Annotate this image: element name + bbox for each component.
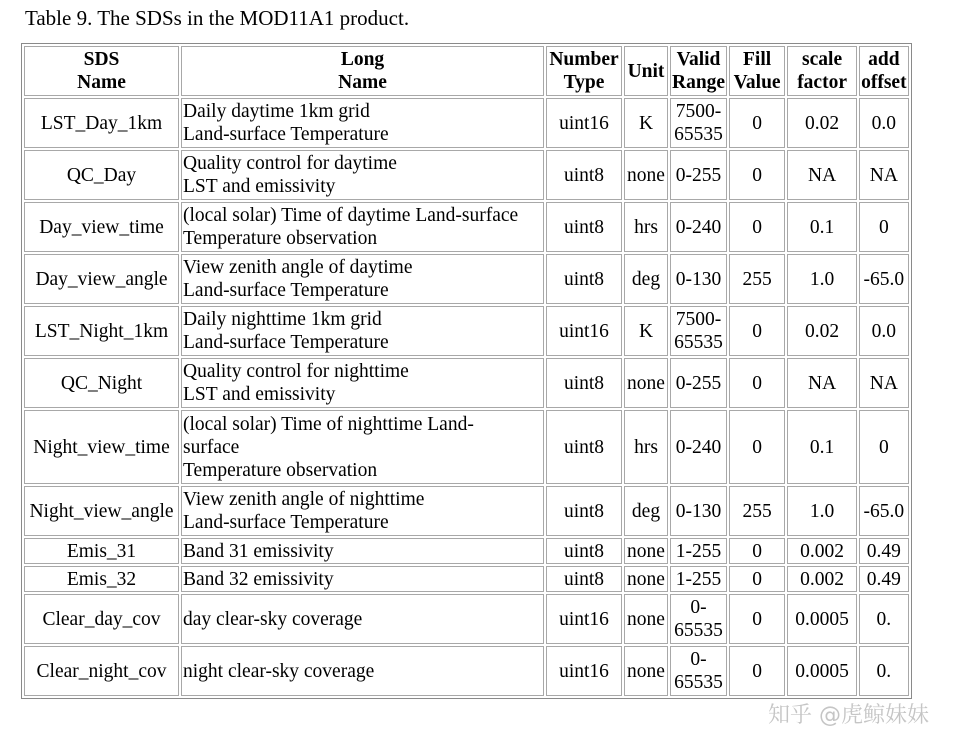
cell-fill-value: 0 xyxy=(729,594,785,644)
cell-number-type: uint8 xyxy=(546,202,622,252)
cell-scale-factor: 1.0 xyxy=(787,254,857,304)
cell-sds-name: LST_Day_1km xyxy=(24,98,179,148)
cell-scale-factor: 0.0005 xyxy=(787,646,857,696)
cell-add-offset: 0. xyxy=(859,594,908,644)
cell-add-offset: 0 xyxy=(859,410,908,484)
cell-scale-factor: 0.1 xyxy=(787,202,857,252)
cell-fill-value: 0 xyxy=(729,306,785,356)
cell-valid-range: 0-255 xyxy=(670,150,727,200)
header-scale-factor: scale factor xyxy=(787,46,857,96)
cell-fill-value: 0 xyxy=(729,646,785,696)
cell-sds-name: Emis_32 xyxy=(24,566,179,592)
cell-number-type: uint16 xyxy=(546,306,622,356)
cell-unit: none xyxy=(624,566,668,592)
cell-number-type: uint8 xyxy=(546,538,622,564)
cell-sds-name: QC_Day xyxy=(24,150,179,200)
header-row xyxy=(24,46,909,96)
cell-add-offset: NA xyxy=(859,358,908,408)
cell-unit: none xyxy=(624,538,668,564)
cell-add-offset: -65.0 xyxy=(859,486,908,536)
cell-valid-range: 0-130 xyxy=(670,486,727,536)
cell-sds-name: LST_Night_1km xyxy=(24,306,179,356)
cell-long-name: View zenith angle of daytime Land-surface Temperature xyxy=(181,254,544,304)
cell-valid-range: 0-240 xyxy=(670,410,727,484)
cell-scale-factor: 0.02 xyxy=(787,306,857,356)
cell-long-name: Quality control for nighttime LST and emissivity xyxy=(181,358,544,408)
header-sds-name: SDS Name xyxy=(24,46,179,96)
cell-scale-factor: 0.0005 xyxy=(787,594,857,644)
cell-valid-range: 0-255 xyxy=(670,358,727,408)
cell-fill-value: 0 xyxy=(729,410,785,484)
table-row xyxy=(24,306,909,356)
cell-sds-name: Night_view_angle xyxy=(24,486,179,536)
cell-sds-name: QC_Night xyxy=(24,358,179,408)
cell-scale-factor: 0.002 xyxy=(787,538,857,564)
cell-number-type: uint8 xyxy=(546,410,622,484)
cell-scale-factor: 0.002 xyxy=(787,566,857,592)
cell-unit: none xyxy=(624,646,668,696)
cell-scale-factor: NA xyxy=(787,150,857,200)
cell-number-type: uint8 xyxy=(546,486,622,536)
cell-fill-value: 255 xyxy=(729,254,785,304)
cell-unit: hrs xyxy=(624,202,668,252)
table-row xyxy=(24,594,909,644)
cell-scale-factor: 0.1 xyxy=(787,410,857,484)
table-row xyxy=(24,566,909,592)
cell-long-name: Quality control for daytime LST and emissivity xyxy=(181,150,544,200)
cell-long-name: (local solar) Time of nighttime Land- surface Temperature observation xyxy=(181,410,544,484)
cell-sds-name: Day_view_time xyxy=(24,202,179,252)
cell-valid-range: 7500- 65535 xyxy=(670,306,727,356)
cell-unit: none xyxy=(624,594,668,644)
table-row xyxy=(24,202,909,252)
cell-unit: none xyxy=(624,150,668,200)
table-row xyxy=(24,358,909,408)
cell-scale-factor: 1.0 xyxy=(787,486,857,536)
header-fill-value: Fill Value xyxy=(729,46,785,96)
cell-add-offset: 0.49 xyxy=(859,538,908,564)
cell-valid-range: 0-130 xyxy=(670,254,727,304)
table-row xyxy=(24,254,909,304)
cell-add-offset: 0.0 xyxy=(859,306,908,356)
cell-long-name: Band 31 emissivity xyxy=(181,538,544,564)
cell-sds-name: Night_view_time xyxy=(24,410,179,484)
cell-fill-value: 0 xyxy=(729,150,785,200)
cell-sds-name: Day_view_angle xyxy=(24,254,179,304)
cell-long-name: night clear-sky coverage xyxy=(181,646,544,696)
table-row xyxy=(24,98,909,148)
cell-long-name: (local solar) Time of daytime Land-surface Temperature observation xyxy=(181,202,544,252)
header-valid-range: Valid Range xyxy=(670,46,727,96)
cell-number-type: uint16 xyxy=(546,98,622,148)
cell-number-type: uint8 xyxy=(546,566,622,592)
cell-sds-name: Clear_night_cov xyxy=(24,646,179,696)
cell-add-offset: -65.0 xyxy=(859,254,908,304)
cell-valid-range: 0- 65535 xyxy=(670,646,727,696)
table-row xyxy=(24,150,909,200)
cell-scale-factor: 0.02 xyxy=(787,98,857,148)
cell-long-name: day clear-sky coverage xyxy=(181,594,544,644)
cell-fill-value: 0 xyxy=(729,566,785,592)
cell-unit: deg xyxy=(624,486,668,536)
cell-number-type: uint16 xyxy=(546,594,622,644)
cell-unit: deg xyxy=(624,254,668,304)
cell-number-type: uint16 xyxy=(546,646,622,696)
cell-sds-name: Clear_day_cov xyxy=(24,594,179,644)
table-row xyxy=(24,486,909,536)
cell-add-offset: 0.49 xyxy=(859,566,908,592)
cell-fill-value: 0 xyxy=(729,358,785,408)
cell-fill-value: 0 xyxy=(729,202,785,252)
cell-unit: K xyxy=(624,98,668,148)
table-row xyxy=(24,410,909,484)
header-add-offset: add offset xyxy=(859,46,908,96)
cell-unit: none xyxy=(624,358,668,408)
cell-valid-range: 0-240 xyxy=(670,202,727,252)
header-long-name: Long Name xyxy=(181,46,544,96)
cell-valid-range: 0- 65535 xyxy=(670,594,727,644)
cell-valid-range: 1-255 xyxy=(670,566,727,592)
cell-number-type: uint8 xyxy=(546,150,622,200)
cell-long-name: Daily nighttime 1km grid Land-surface Temperature xyxy=(181,306,544,356)
cell-long-name: Daily daytime 1km grid Land-surface Temperature xyxy=(181,98,544,148)
cell-long-name: Band 32 emissivity xyxy=(181,566,544,592)
cell-add-offset: 0 xyxy=(859,202,908,252)
cell-number-type: uint8 xyxy=(546,358,622,408)
cell-add-offset: 0.0 xyxy=(859,98,908,148)
table-row xyxy=(24,538,909,564)
watermark: 知乎 @虎鲸妹妹 xyxy=(768,703,929,728)
cell-fill-value: 255 xyxy=(729,486,785,536)
cell-unit: K xyxy=(624,306,668,356)
table-caption: Table 9. The SDSs in the MOD11A1 product. xyxy=(25,6,410,30)
cell-scale-factor: NA xyxy=(787,358,857,408)
table-row xyxy=(24,646,909,696)
cell-fill-value: 0 xyxy=(729,538,785,564)
cell-unit: hrs xyxy=(624,410,668,484)
cell-long-name: View zenith angle of nighttime Land-surface Temperature xyxy=(181,486,544,536)
cell-valid-range: 7500- 65535 xyxy=(670,98,727,148)
cell-fill-value: 0 xyxy=(729,98,785,148)
cell-add-offset: NA xyxy=(859,150,908,200)
header-unit: Unit xyxy=(624,46,668,96)
sds-table xyxy=(21,43,912,699)
cell-add-offset: 0. xyxy=(859,646,908,696)
cell-valid-range: 1-255 xyxy=(670,538,727,564)
cell-number-type: uint8 xyxy=(546,254,622,304)
cell-sds-name: Emis_31 xyxy=(24,538,179,564)
header-number-type: Number Type xyxy=(546,46,622,96)
